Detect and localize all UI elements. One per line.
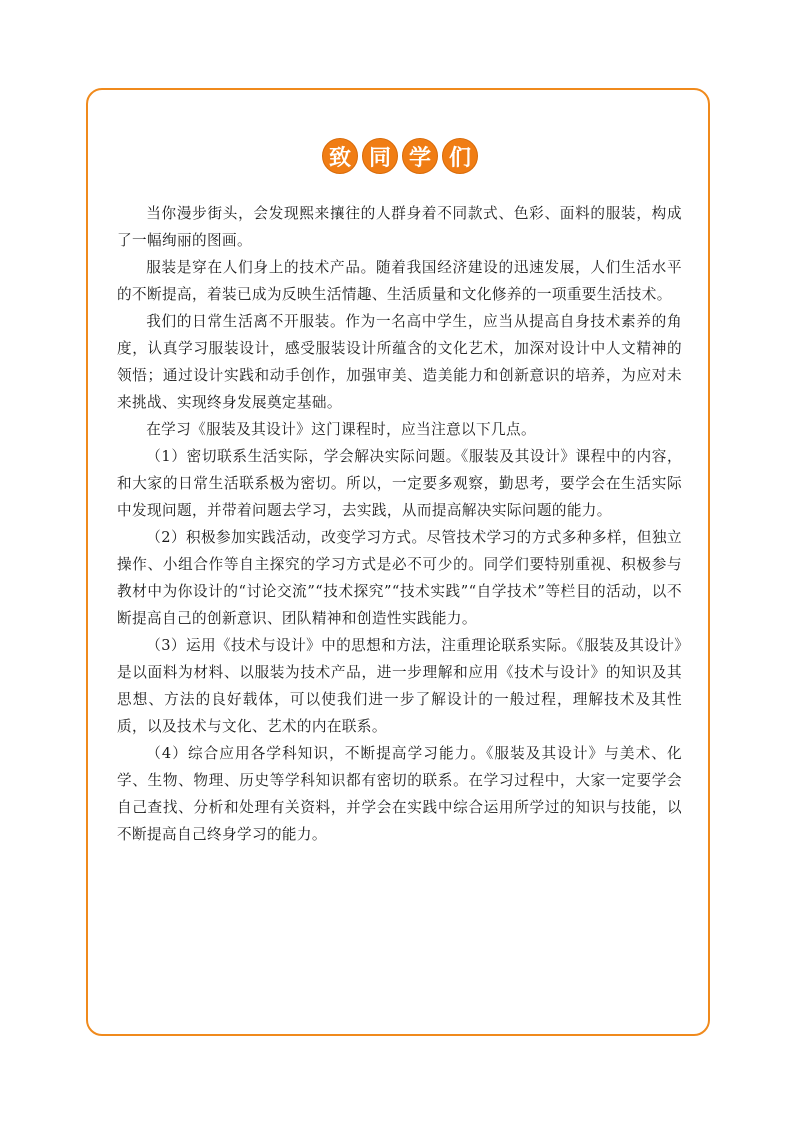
title-char: 同 [362, 138, 398, 174]
paragraph: （4）综合应用各学科知识，不断提高学习能力。《服装及其设计》与美术、化学、生物、物理、历史等学科知识都有密切的联系。在学习过程中，大家一定要学会自己查找、分析和处理有关资料，并学会在实践中综合运用所学过的知识与技能，以不断提高自己终身学习的能力。 [117, 745, 682, 843]
paragraph: （2）积极参加实践活动，改变学习方式。尽管技术学习的方式多种多样，但独立操作、小组合作等自主探究的学习方式是必不可少的。同学们要特别重视、积极参与教材中为你设计的“讨论交流”“技术探究”“技术实践”“自学技术”等栏目的活动，以不断提高自己的创新意识、团队精神和创造性实践能力。 [117, 529, 682, 627]
paragraph: （1）密切联系生活实际，学会解决实际问题。《服装及其设计》课程中的内容，和大家的日常生活联系极为密切。所以，一定要多观察，勤思考，要学会在生活实际中发现问题，并带着问题去学习，去实践，从而提高解决实际问题的能力。 [117, 448, 682, 519]
paragraph: 当你漫步街头，会发现熙来攘往的人群身着不同款式、色彩、面料的服装，构成了一幅绚丽的图画。 [117, 205, 682, 249]
paragraph: 服装是穿在人们身上的技术产品。随着我国经济建设的迅速发展，人们生活水平的不断提高，着装已成为反映生活情趣、生活质量和文化修养的一项重要生活技术。 [117, 259, 682, 303]
paragraph: 在学习《服装及其设计》这门课程时，应当注意以下几点。 [146, 421, 537, 438]
body-text [117, 200, 682, 848]
title-char: 学 [402, 138, 438, 174]
paragraph: 我们的日常生活离不开服装。作为一名高中学生，应当从提高自身技术素养的角度，认真学习服装设计，感受服装设计所蕴含的文化艺术，加深对设计中人文精神的领悟；通过设计实践和动手创作，加强审美、造美能力和创新意识的培养，为应对未来挑战、实现终身发展奠定基础。 [117, 313, 682, 411]
page-title [0, 138, 800, 174]
paragraph: （3）运用《技术与设计》中的思想和方法，注重理论联系实际。《服装及其设计》是以面料为材料、以服装为技术产品，进一步理解和应用《技术与设计》的知识及其思想、方法的良好载体，可以使我们进一步了解设计的一般过程，理解技术及其性质，以及技术与文化、艺术的内在联系。 [117, 637, 682, 735]
title-char: 致 [322, 138, 358, 174]
title-char: 们 [442, 138, 478, 174]
